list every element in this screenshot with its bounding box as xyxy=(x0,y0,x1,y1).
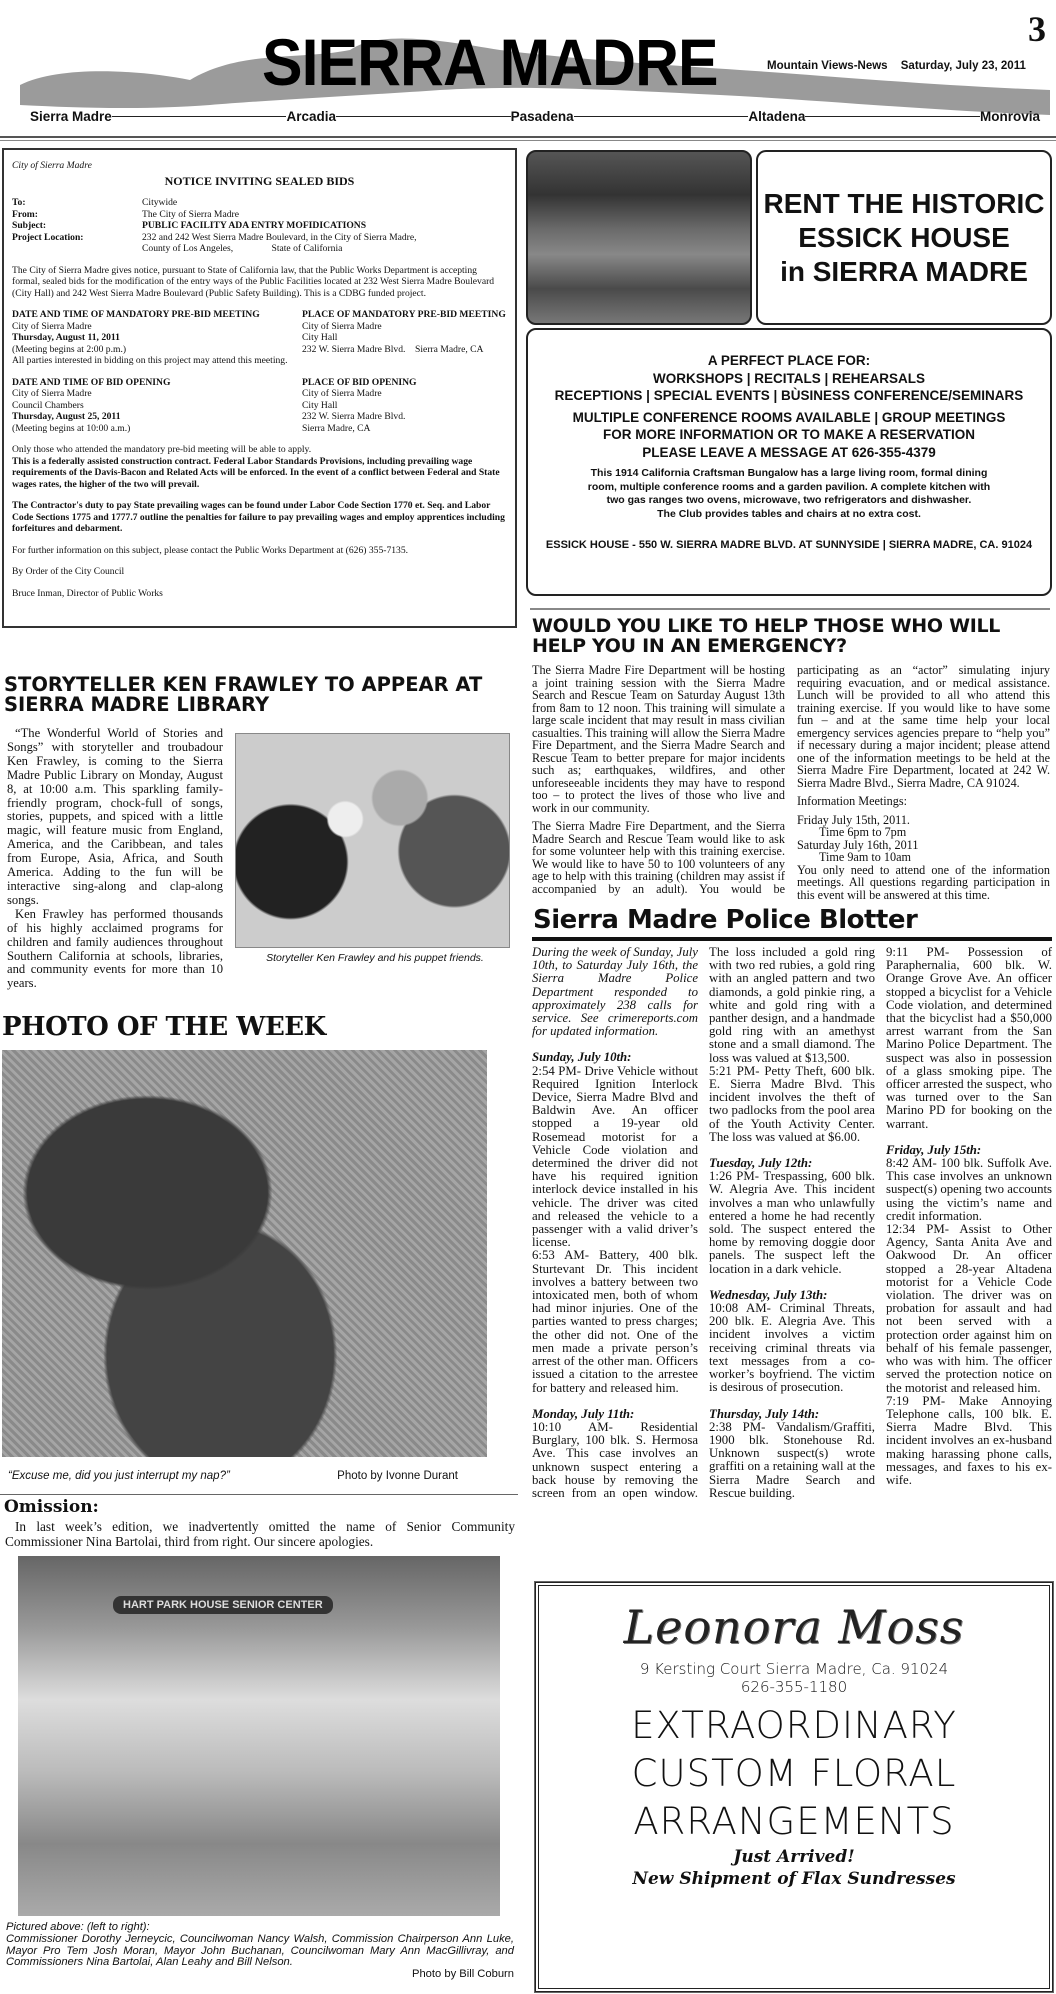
field-value: County of Los Angeles, State of California xyxy=(142,243,343,254)
publication-name: Mountain Views-News xyxy=(767,60,888,72)
photo-of-week-caption xyxy=(8,1470,478,1482)
headline-line: RENT THE HISTORIC xyxy=(763,187,1045,219)
field-value: PUBLIC FACILITY ADA ENTRY MOFIDICATIONS xyxy=(142,220,367,231)
line: (Meeting begins at 10:00 a.m.) xyxy=(12,422,131,434)
city-label: Pasadena xyxy=(510,108,574,124)
caption-text: Commissioner Dorothy Jerneycic, Councilwoman Nancy Walsh, Commission Chairperson Ann Luke, Mayor Pro Tem Josh Moran, Mayor John Buchanan, Councilwoman Mary Ann MacGillivray, and Commissioners Nina Bartolai, Alan Leahy and Bill Nelson. xyxy=(6,1932,514,1969)
photo-of-week-headline: PHOTO OF THE WEEK xyxy=(2,1012,326,1042)
police-blotter-body xyxy=(532,946,1052,1500)
prebid-section xyxy=(12,309,507,367)
line: City of Sierra Madre xyxy=(302,388,382,399)
police-blotter-headline: Sierra Madre Police Blotter xyxy=(533,905,918,935)
ad-phone: 626-355-1180 xyxy=(740,1678,848,1696)
ad-line: FOR MORE INFORMATION OR TO MAKE A RESERVATION xyxy=(602,427,975,442)
page-number: 3 xyxy=(1028,9,1046,49)
blotter-day-heading: Tuesday, July 12th: xyxy=(709,1156,813,1171)
blotter-intro: During the week of Sunday, July 10th, to Saturday July 16th, the Sierra Madre Police Department responded to approximately 238 calls for service. See crimereports.com for updated information. xyxy=(532,945,698,1039)
divider xyxy=(530,608,1050,610)
notice-fields xyxy=(12,197,507,255)
blotter-entry: 5:21 PM- Petty Theft, 600 blk. E. Sierra Madre Blvd. This incident involves the theft of two padlocks from the pool area of the Youth Activity Center. The loss was valued at $6.00. xyxy=(709,1063,875,1144)
field-label: Subject: xyxy=(12,220,47,231)
essick-house-photo xyxy=(526,150,752,325)
masthead-rule xyxy=(0,136,1056,141)
line: Sierra Madre, CA xyxy=(302,422,371,434)
leonora-moss-logo: Leonora Moss xyxy=(623,1600,965,1654)
notice-contact: For further information on this subject, please contact the Public Works Department at (626) 355-7135. xyxy=(12,544,409,556)
essick-headline xyxy=(756,150,1052,325)
fire-headline: WOULD YOU LIKE TO HELP THOSE WHO WILL HELP YOU IN AN EMERGENCY? xyxy=(532,615,1001,657)
field-value: Citywide xyxy=(142,197,178,208)
field-value: 232 and 242 West Sierra Madre Boulevard, in the City of Sierra Madre, xyxy=(142,231,417,243)
leonora-moss-ad xyxy=(535,1582,1053,1992)
ad-description: room, multiple conference rooms and a garden pavilion. A complete kitchen with xyxy=(587,480,991,493)
section-heading: PLACE OF MANDATORY PRE-BID MEETING xyxy=(302,309,506,320)
line: 232 W. Sierra Madre Blvd. xyxy=(302,411,406,422)
divider xyxy=(532,937,1052,941)
line: 232 W. Sierra Madre Blvd. Sierra Madre, CA xyxy=(302,343,484,355)
headline-line: in SIERRA MADRE xyxy=(780,255,1028,287)
masthead-info xyxy=(767,60,1036,72)
meeting-time: Time 9am to 10am xyxy=(819,850,911,864)
notice-title: NOTICE INVITING SEALED BIDS xyxy=(164,173,355,188)
notice-order: By Order of the City Council xyxy=(12,566,125,577)
ad-description: two gas ranges two ovens, microwave, two refrigerators and dishwasher. xyxy=(606,494,972,506)
photo-credit: Photo by Ivonne Durant xyxy=(337,1470,458,1482)
blotter-entry: 1:26 PM- Trespassing, 600 blk. W. Alegria Ave. This incident involves a man who unlawfully entered a home he had recently sold. The suspect entered the home by removing doggie door panels. The suspect left the location in a dark vehicle. xyxy=(709,1169,875,1276)
city-label: Arcadia xyxy=(286,108,336,124)
ad-address: 9 Kersting Court Sierra Madre, Ca. 91024 xyxy=(639,1660,949,1678)
field-label: To: xyxy=(12,197,26,208)
divider xyxy=(0,1494,518,1495)
city-label: Sierra Madre xyxy=(30,108,112,124)
ad-description: This 1914 California Craftsman Bungalow has a large living room, formal dining xyxy=(590,467,988,479)
blotter-entry: 10:08 AM- Criminal Threats, 200 blk. E. Alegria Ave. This incident involves a victim receiving criminal threats via text messages from a co-worker’s boyfriend. The victim is desirous of prosecution. xyxy=(709,1301,875,1395)
line: City of Sierra Madre xyxy=(12,388,92,399)
essick-details xyxy=(526,328,1052,596)
ad-address: ESSICK HOUSE - 550 W. SIERRA MADRE BLVD. AT SUNNYSIDE | SIERRA MADRE, CA. 91024 xyxy=(545,539,1033,551)
notice-org: City of Sierra Madre xyxy=(12,160,92,171)
paragraph: Ken Frawley has performed thousands of his highly acclaimed programs for children and family audiences throughout Southern California at schools, libraries, and community events for more than 10 years. xyxy=(7,906,223,991)
line: (Meeting begins at 2:00 p.m.) xyxy=(12,343,127,355)
blotter-day-heading: Monday, July 11th: xyxy=(532,1406,635,1421)
section-heading: PLACE OF BID OPENING xyxy=(302,376,417,388)
notice-inviting-bids xyxy=(2,148,517,628)
headline-line: EXTRAORDINARY xyxy=(631,1704,957,1747)
ad-tagline: Just Arrived! xyxy=(733,1847,855,1867)
ad-line: WORKSHOPS | RECITALS | REHEARSALS xyxy=(652,370,926,386)
omission-body xyxy=(5,1519,515,1549)
caption-quote: “Excuse me, did you just interrupt my nap?” xyxy=(8,1470,230,1482)
meeting-day: Saturday July 16th, 2011 xyxy=(797,837,919,852)
issue-date: Saturday, July 23, 2011 xyxy=(900,60,1026,72)
ad-line: MULTIPLE CONFERENCE ROOMS AVAILABLE | GROUP MEETINGS xyxy=(572,409,1006,425)
blotter-entry: 8:42 AM- 100 blk. Suffolk Ave. This case involves an unknown suspect(s) opening two accounts using the victim’s name and credit information. xyxy=(886,1156,1052,1223)
line: Thursday, August 25, 2011 xyxy=(12,411,121,422)
omission-headline: Omission: xyxy=(4,1497,99,1517)
paragraph: In last week’s edition, we inadvertently omitted the name of Senior Community Commissioner Nina Bartolai, third from right. Our sincere apologies. xyxy=(5,1519,515,1549)
paragraph: You only need to attend one of the information meetings. All questions regarding participation in this event will be answered at this time. xyxy=(797,862,1050,902)
ad-line: A PERFECT PLACE FOR: xyxy=(707,353,871,368)
blotter-entry: 10:10 AM- Residential Burglary, 100 blk. S. Hermosa Ave. This case involves an unknown suspect entering a back house by removing the screen from an open window. The loss included a gold ring with two red rubies, a gold ring with an angled pattern and two diamonds, a gold pinkie ring, a white and gold ring with a panther design, and a handmade gold ring with an amethyst stone and a small diamond. The loss was valued at $13,500. xyxy=(532,945,875,1500)
meetings-label: Information Meetings: xyxy=(797,794,908,808)
bid-opening-section xyxy=(12,377,507,435)
right-column xyxy=(530,608,1052,1992)
fire-article-body xyxy=(532,664,1050,901)
line: Thursday, August 11, 2011 xyxy=(12,332,120,343)
blotter-entry: 9:11 PM- Possession of Paraphernalia, 600 blk. W. Orange Grove Ave. An officer stopped a bicyclist for a Vehicle Code violation, and determined that the bicyclist had a $50,000 arrest warrant from the San Marino Police Department. The suspect was also in possession of a glass smoking pipe. The officer arrested the suspect, who was turned over to the San Marino PD for booking on the warrant. xyxy=(886,945,1052,1131)
omission-caption xyxy=(6,1922,514,1981)
line: City Hall xyxy=(302,399,338,411)
meeting-day: Friday July 15th, 2011. xyxy=(797,812,910,827)
notice-signature: Bruce Inman, Director of Public Works xyxy=(12,587,163,599)
blotter-day-heading: Friday, July 15th: xyxy=(886,1142,982,1157)
city-label: Altadena xyxy=(748,108,806,124)
storyteller-body xyxy=(7,727,223,991)
field-label: Project Location: xyxy=(12,231,84,243)
dog-photo xyxy=(2,1050,487,1457)
ad-subline: New Shipment of Flax Sundresses xyxy=(632,1869,956,1889)
storyteller-headline: STORYTELLER KEN FRAWLEY TO APPEAR AT SIERRA MADRE LIBRARY xyxy=(4,673,483,716)
blotter-entry: 2:54 PM- Drive Vehicle without Required Ignition Interlock Device, Sierra Madre Blvd and Baldwin Ave. An officer stopped a 19-year old Rosemead motorist for a Vehicle Code violation and determined the driver did not have his required ignition interlock device installed in his vehicle. The driver was cited and released the vehicle to a passenger with a valid driver’s license. xyxy=(532,1063,698,1250)
blotter-entry: 6:53 AM- Battery, 400 blk. Sturtevant Dr. This incident involves a battery between two intoxicated men, both of whom had minor injuries. One of the parties wanted to press charges; the other did not. One of the men made a private person’s arrest of the other man. Officers issued a citation to the arrestee for battery and released him. xyxy=(532,1248,698,1395)
blotter-day-heading: Sunday, July 10th: xyxy=(532,1050,632,1065)
ad-description: The Club provides tables and chairs at no extra cost. xyxy=(657,507,921,520)
ad-phone-line: PLEASE LEAVE A MESSAGE AT 626-355-4379 xyxy=(642,444,936,460)
section-heading: DATE AND TIME OF MANDATORY PRE-BID MEETING xyxy=(12,309,260,320)
ken-frawley-photo xyxy=(235,733,510,948)
notice-intro: The City of Sierra Madre gives notice, pursuant to State of California law, that the Public Works Department is accepting formal, sealed bids for the modification of the entry ways of the Public Facilities located at 232 West Sierra Madre Boulevard (City Hall) and 242 West Sierra Madre Boulevard (Public Safety Building). This is a CDBG funded project. xyxy=(12,264,495,299)
meeting-time: Time 6pm to 7pm xyxy=(819,825,907,839)
caption-lead: Pictured above: (left to right): xyxy=(6,1921,150,1933)
notice-eligibility: Only those who attended the mandatory pre-bid meeting will be able to apply. xyxy=(12,444,312,455)
paragraph: The Sierra Madre Fire Department, and the Sierra Madre Search and Rescue Team would like to ask for some volunteer help with this training exercise. We would like to have 50 to 100 volunteers of any age to help with this training (children may assist if accompanied by an adult). You would be participating as an “actor” simulating injury requiring evacuation, and or medical assistance. Lunch will be provided to all who attend this training exercise. If you would like to have some fun – and at the same time help your local emergency services agencies prepare to “help you” if necessary during a major incident; please attend one of the information meetings to be held at the Sierra Madre Fire Department, located at 242 W. Sierra Madre Blvd., Sierra Madre, CA 91024. xyxy=(532,663,1050,896)
photo-credit: Photo by Bill Coburn xyxy=(412,1968,514,1981)
field-label xyxy=(12,243,142,255)
section-heading: DATE AND TIME OF BID OPENING xyxy=(12,376,171,388)
line: City Hall xyxy=(302,332,338,343)
masthead-cities xyxy=(30,106,1040,126)
notice-contractor: The Contractor's duty to pay State prevailing wages can be found under Labor Code Section 1770 et. Seq. and Labor Code Sections 1775 and 1777.7 outline the penalties for failure to pay prevailing wages and employ apprentices including forfeitures and debarment. xyxy=(12,500,505,534)
line: City of Sierra Madre xyxy=(302,320,382,332)
paragraph: The Sierra Madre Fire Department will be hosting a joint training session with the Sierra Madre Search and Rescue Team on Saturday August 13th from 8am to 12 noon. This training will simulate a large scale incident that may result in mass civilian casualties. This training will allow the Sierra Madre Fire Department, and the Sierra Madre Search and Rescue Team to better prepare for major incidents such as; earthquakes, wildfires, and other unforeseeable incidents they may have to respond too – to protect the lives of those who live and work in our community. xyxy=(532,663,785,815)
masthead-title: SIERRA MADRE xyxy=(262,25,718,99)
blotter-entry: 2:38 PM- Vandalism/Graffiti, 1900 blk. Stonehouse Rd. Unknown suspect(s) wrote graffiti on a retaining wall at the Sierra Madre Search and Rescue building. xyxy=(709,1419,875,1500)
field-label: From: xyxy=(12,208,38,220)
photo-caption: Storyteller Ken Frawley and his puppet friends. xyxy=(266,952,484,964)
ad-line: RECEPTIONS | SPECIAL EVENTS | BÙSINESS CONFERENCE/SEMINARS xyxy=(554,388,1024,403)
headline-line: CUSTOM FLORAL xyxy=(631,1752,957,1795)
line: City of Sierra Madre xyxy=(12,320,92,332)
blotter-entry: 7:19 PM- Make Annoying Telephone calls, 100 blk. E. Sierra Madre Blvd. This incident involves an ex-husband making harassing phone calls, messages, and faxes to his ex-wife. xyxy=(886,1393,1052,1487)
senior-center-group-photo xyxy=(18,1556,500,1916)
city-label: Monrovia xyxy=(980,108,1041,124)
field-value: The City of Sierra Madre xyxy=(142,208,239,220)
headline-line: ARRANGEMENTS xyxy=(633,1800,955,1843)
line: Council Chambers xyxy=(12,399,84,411)
paragraph: “The Wonderful World of Stories and Songs” with storyteller and troubadour Ken Frawley, is coming to the Sierra Madre Public Library on Monday, August 8, at 10:00 a.m. This sparkling family-friendly program, chock-full of songs, stories, puppets, and spiced with a little magic, will feature music from England, America, and the Caribbean, and tales from Europe, Asia, Africa, and South America. Adding to the fun will be interactive sing-along and clap-along songs. xyxy=(7,726,223,907)
blotter-entry: 12:34 PM- Assist to Other Agency, Santa Anita Ave and Oakwood Dr. An officer stopped a 28-year Altadena motorist for a Vehicle Code violation. The driver was on probation for assault and had not been served with a protection order against him on behalf of his female passenger, who was with him. The officer served the protection notice on the motorist and released him. xyxy=(886,1222,1052,1395)
blotter-day-heading: Wednesday, July 13th: xyxy=(709,1287,828,1302)
blotter-day-heading: Thursday, July 14th: xyxy=(709,1406,820,1421)
prebid-note: All parties interested in bidding on this project may attend this meeting. xyxy=(12,355,288,366)
notice-federal: This is a federally assisted construction contract. Federal Labor Standards Provisions, including prevailing wage requirements of the Davis-Bacon and Related Acts will be enforced. In the event of a conflict between Federal and State wages rates, the higher of the two will prevail. xyxy=(12,455,500,490)
photo-sign: HART PARK HOUSE SENIOR CENTER xyxy=(113,1596,333,1614)
headline-line: ESSICK HOUSE xyxy=(798,221,1010,253)
